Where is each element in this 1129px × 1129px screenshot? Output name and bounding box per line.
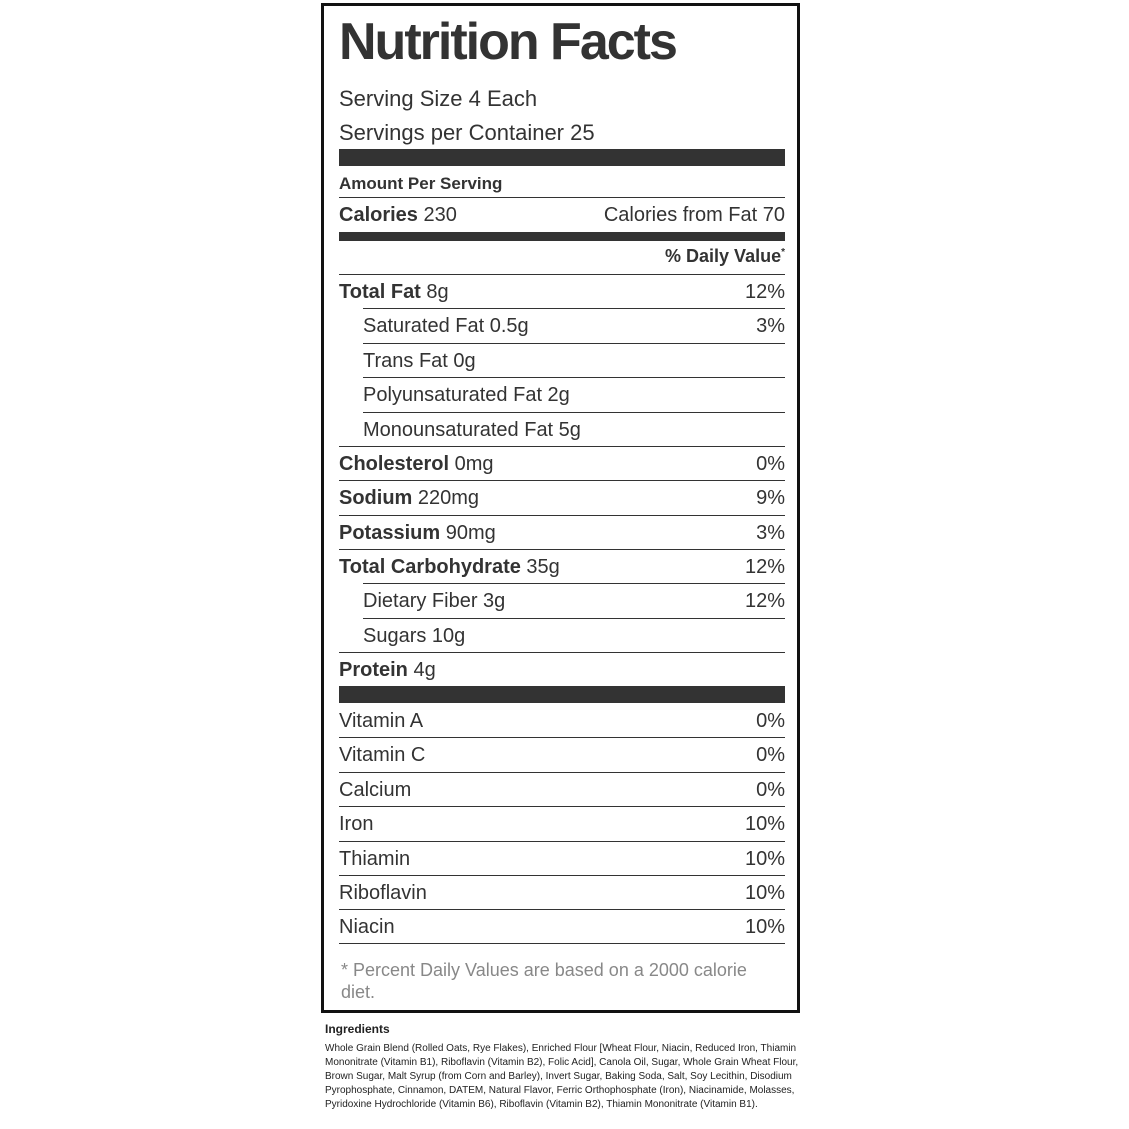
- nutrient-label: [339, 454, 494, 474]
- vitamin-row: [339, 875, 785, 909]
- vitamin-name: Niacin: [339, 916, 395, 938]
- nutrient-row: [339, 343, 785, 377]
- nutrient-name: Total Carbohydrate: [339, 556, 521, 578]
- vitamin-row: [339, 909, 785, 943]
- nutrient-row: [339, 583, 785, 617]
- nutrient-name: Monounsaturated Fat 5g: [363, 419, 581, 441]
- nutrient-name: Cholesterol: [339, 453, 450, 475]
- nutrient-daily-value: 12%: [744, 556, 785, 578]
- nutrient-name: Sugars 10g: [363, 625, 466, 647]
- nutrient-row: [339, 549, 785, 583]
- nutrient-label: [363, 351, 476, 371]
- daily-value-asterisk: *: [781, 247, 785, 258]
- nutrient-label: [363, 385, 570, 405]
- nutrient-row: [339, 412, 785, 446]
- thick-divider-top: [339, 149, 785, 166]
- ingredients-section: [325, 1022, 800, 1112]
- nutrient-label: [339, 488, 479, 508]
- vitamin-daily-value: 10%: [744, 848, 785, 870]
- vitamin-name: Thiamin: [339, 848, 411, 870]
- nutrient-daily-value: 3%: [756, 315, 785, 337]
- vitamin-daily-value: 0%: [756, 744, 785, 766]
- nutrient-amount: 8g: [420, 281, 449, 303]
- nutrient-name: Sodium: [339, 487, 413, 509]
- nutrient-daily-value: 3%: [756, 522, 785, 544]
- nutrient-amount: 90mg: [440, 522, 496, 544]
- nutrient-row: [339, 515, 785, 549]
- nutrient-label: [363, 420, 581, 440]
- nutrient-name: Polyunsaturated Fat 2g: [363, 384, 570, 406]
- daily-value-header: [665, 246, 785, 267]
- nutrient-label: [339, 523, 496, 543]
- nutrient-row: [339, 618, 785, 652]
- nutrient-name: Protein: [339, 659, 408, 681]
- vitamin-row: [339, 806, 785, 840]
- ingredients-text: Whole Grain Blend (Rolled Oats, Rye Flakes), Enriched Flour [Wheat Flour, Niacin, Reduced Iron, Thiamin Mononitrate (Vitamin B1), Riboflavin (Vitamin B2), Folic Acid], Canola Oil, Sugar, Whole Grain Wheat Flour, Brown Sugar, Malt Syrup (from Corn and Barley), Invert Sugar, Baking Soda, Salt, Soy Lecithin, Disodium Pyrophosphate, Cinnamon, DATEM, Natural Flavor, Ferric Orthophosphate (Iron), Niacinamide, Molasses, Pyridoxine Hydrochloride (Vitamin B6), Riboflavin (Vitamin B2), Thiamin Mononitrate (Vitamin B1).: [325, 1043, 799, 1110]
- vitamin-row: [339, 841, 785, 875]
- nutrient-name: Trans Fat 0g: [363, 350, 476, 372]
- nutrient-daily-value: 0%: [756, 453, 785, 475]
- vitamin-divider: [339, 943, 785, 944]
- serving-size: Serving Size 4 Each: [339, 86, 538, 111]
- thick-divider-vitamins: [339, 686, 785, 703]
- nutrient-daily-value: 9%: [756, 487, 785, 509]
- nutrient-label: [363, 316, 529, 336]
- nutrient-name: Saturated Fat 0.5g: [363, 315, 529, 337]
- nutrient-row: [339, 274, 785, 308]
- nutrient-row: [339, 377, 785, 411]
- nutrient-daily-value: 12%: [744, 590, 785, 612]
- vitamin-name: Vitamin A: [339, 710, 424, 732]
- nutrition-facts-label: [321, 3, 800, 1013]
- vitamin-name: Iron: [339, 813, 374, 835]
- vitamin-name: Vitamin C: [339, 744, 426, 766]
- nutrient-row: [339, 308, 785, 342]
- nutrient-name: Total Fat: [339, 281, 421, 303]
- calories-row: [339, 197, 785, 231]
- nutrient-label: [363, 626, 465, 646]
- nutrient-daily-value: 12%: [744, 281, 785, 303]
- nutrient-row: [339, 446, 785, 480]
- nutrient-label: [363, 591, 505, 611]
- vitamin-row: [339, 737, 785, 771]
- vitamin-name: Calcium: [339, 779, 412, 801]
- calories-label: Calories: [339, 204, 418, 226]
- vitamin-daily-value: 10%: [744, 916, 785, 938]
- ingredients-title: Ingredients: [325, 1022, 390, 1036]
- vitamin-row: [339, 703, 785, 737]
- calories-text: [339, 205, 457, 225]
- calories-value: 230: [417, 204, 457, 226]
- servings-per-container: Servings per Container 25: [339, 120, 595, 145]
- vitamin-daily-value: 10%: [744, 882, 785, 904]
- nutrient-label: [339, 660, 436, 680]
- nutrient-label: [339, 557, 560, 577]
- vitamin-row: [339, 772, 785, 806]
- daily-value-header-text: % Daily Value: [665, 246, 782, 266]
- vitamin-daily-value: 10%: [744, 813, 785, 835]
- nutrient-label: [339, 282, 449, 302]
- calories-from-fat: Calories from Fat 70: [603, 204, 785, 226]
- nutrient-name: Potassium: [339, 522, 441, 544]
- nutrient-row: [339, 480, 785, 514]
- footnote: * Percent Daily Values are based on a 2000 calorie diet.: [341, 960, 747, 1002]
- amount-per-serving: Amount Per Serving: [339, 174, 503, 193]
- nutrient-row: [339, 652, 785, 686]
- nutrient-amount: 0mg: [449, 453, 494, 475]
- vitamin-name: Riboflavin: [339, 882, 427, 904]
- nutrient-amount: 220mg: [412, 487, 480, 509]
- thick-divider-calories: [339, 232, 785, 241]
- vitamin-daily-value: 0%: [756, 710, 785, 732]
- nutrient-amount: 35g: [520, 556, 560, 578]
- nutrient-name: Dietary Fiber 3g: [363, 590, 506, 612]
- nutrient-amount: 4g: [407, 659, 436, 681]
- vitamin-daily-value: 0%: [756, 779, 785, 801]
- label-title: Nutrition Facts: [339, 13, 676, 71]
